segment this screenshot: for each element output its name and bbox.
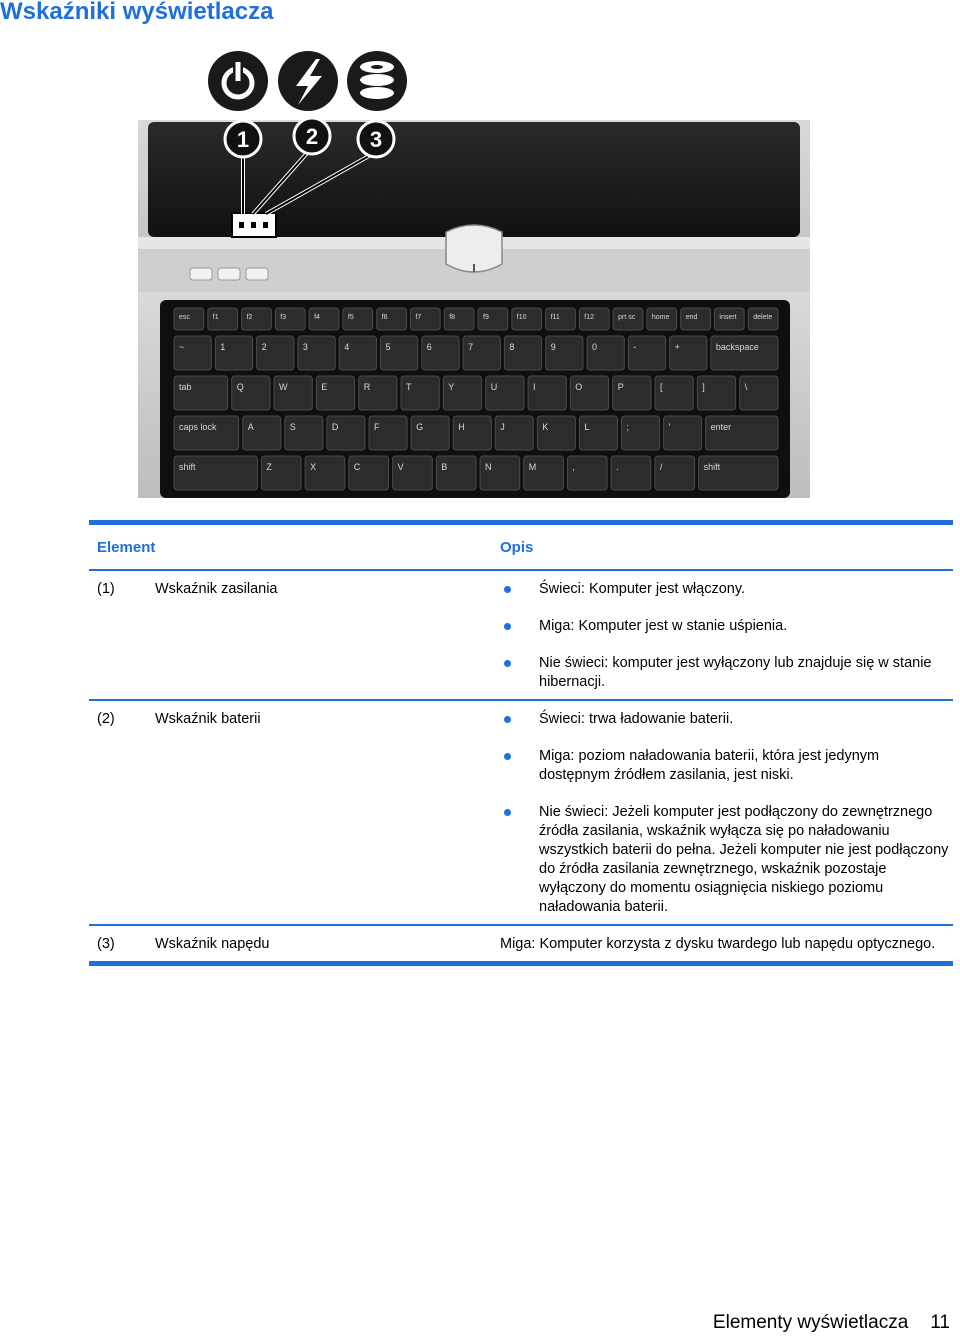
keyboard-key-label: R bbox=[363, 382, 371, 392]
keyboard-key-label: caps lock bbox=[179, 422, 217, 432]
bullet-icon bbox=[504, 753, 511, 760]
power-icon bbox=[208, 51, 268, 111]
keyboard-key-label: U bbox=[490, 382, 498, 392]
keyboard-key-label: L bbox=[584, 422, 590, 432]
keyboard-key-label: f12 bbox=[584, 314, 595, 321]
keyboard-key-label: T bbox=[406, 382, 412, 392]
keyboard-key-label: f3 bbox=[280, 314, 287, 321]
row-description bbox=[493, 710, 953, 917]
keyboard-key-label: Y bbox=[448, 382, 455, 392]
bullet-icon bbox=[504, 716, 511, 723]
row-number: (1) bbox=[97, 581, 115, 597]
keyboard-key-label: K bbox=[542, 422, 549, 432]
keyboard-key-label: delete bbox=[753, 314, 773, 321]
keyboard-key-label: 3 bbox=[302, 342, 308, 352]
keyboard-key-label: end bbox=[685, 314, 698, 321]
keyboard-key-label: f5 bbox=[347, 314, 354, 321]
keyboard-key-label: 7 bbox=[468, 342, 474, 352]
table-header bbox=[89, 525, 953, 571]
keyboard-key-label: home bbox=[651, 314, 670, 321]
keyboard-key-label: . bbox=[616, 462, 619, 472]
keyboard-key-label: M bbox=[528, 462, 537, 472]
callout-1 bbox=[225, 121, 261, 157]
keyboard-key-label: ] bbox=[702, 382, 705, 392]
row-number: (2) bbox=[97, 711, 115, 727]
keyboard-key-label: f8 bbox=[449, 314, 456, 321]
bullet-icon bbox=[504, 586, 511, 593]
keyboard-key-label: f7 bbox=[415, 314, 422, 321]
row-element-name: Wskaźnik zasilania bbox=[155, 581, 278, 597]
footer-section-title: Elementy wyświetlacza bbox=[712, 1312, 909, 1333]
keyboard-key-label: C bbox=[353, 462, 361, 472]
keyboard-key-label: 9 bbox=[550, 342, 556, 352]
keyboard-key-label: f9 bbox=[483, 314, 489, 321]
keyboard-key-label: backspace bbox=[715, 342, 759, 352]
keyboard-key-label: prt sc bbox=[618, 314, 636, 321]
keyboard-key-label: 0 bbox=[592, 342, 598, 352]
keyboard-key-label: shift bbox=[703, 462, 721, 472]
row-description: Miga: Komputer korzysta z dysku twardego lub napędu optycznego. bbox=[500, 936, 936, 952]
keyboard-key-label: 8 bbox=[509, 342, 515, 352]
keyboard-key-label: , bbox=[572, 462, 575, 472]
keyboard-key-label: Q bbox=[236, 382, 244, 392]
row-number: (3) bbox=[97, 936, 115, 952]
keyboard-key-label: H bbox=[458, 422, 465, 432]
bullet-item: Nie świeci: Jeżeli komputer jest podłączony do zewnętrznego źródła zasilania, wskaźnik wyłącza się po naładowaniu wszystkich baterii do pełna. Jeżeli komputer nie jest podłączony do źródła zasilania zewnętrznego, wskaźnik pozostaje wyłączony do momentu osiągnięcia niskiego poziomu naładowania baterii. bbox=[500, 803, 949, 917]
table-row bbox=[89, 571, 953, 701]
bullet-icon bbox=[504, 623, 511, 630]
keyboard-key-label: + bbox=[674, 342, 680, 352]
keyboard-key-label: F bbox=[374, 422, 380, 432]
bullet-item: Miga: poziom naładowania baterii, która jest jedynym dostępnym źródłem zasilania, jest niski. bbox=[500, 747, 949, 785]
keyboard-key-label: 4 bbox=[344, 342, 350, 352]
keyboard-key-label: - bbox=[633, 342, 637, 352]
bullet-icon bbox=[504, 660, 511, 667]
page-number: 11 bbox=[930, 1312, 950, 1333]
indicator-table bbox=[89, 520, 953, 966]
keyboard-key-label: shift bbox=[179, 462, 196, 472]
keyboard-key-label: tab bbox=[179, 382, 192, 392]
keyboard-key-label: [ bbox=[660, 382, 663, 392]
table-row bbox=[89, 701, 953, 926]
keyboard-key-label: J bbox=[500, 422, 505, 432]
keyboard-key-label: enter bbox=[710, 422, 732, 432]
bullet-item: Nie świeci: komputer jest wyłączony lub znajduje się w stanie hibernacji. bbox=[500, 654, 949, 692]
keyboard-key-label: O bbox=[575, 382, 583, 392]
keyboard-key-label: X bbox=[310, 462, 317, 472]
row-description bbox=[493, 580, 953, 692]
keyboard-key-label: / bbox=[659, 462, 663, 472]
keyboard-key-label: B bbox=[441, 462, 448, 472]
bullet-icon bbox=[504, 809, 511, 816]
keyboard-key-label: 2 bbox=[261, 342, 267, 352]
keyboard-key-label: D bbox=[331, 422, 339, 432]
keyboard-key-label: Z bbox=[266, 462, 272, 472]
keyboard-key-label: f10 bbox=[516, 314, 527, 321]
keyboard-key-label: 1 bbox=[220, 342, 226, 352]
keyboard-key-label: \ bbox=[744, 382, 748, 392]
row-element-name: Wskaźnik baterii bbox=[155, 711, 261, 727]
bullet-item: Świeci: trwa ładowanie baterii. bbox=[500, 710, 949, 729]
page-footer bbox=[713, 1312, 950, 1334]
keyboard-key-label: E bbox=[321, 382, 328, 392]
keyboard-key-label: N bbox=[485, 462, 492, 472]
svg-text:3: 3 bbox=[369, 127, 383, 152]
keyboard-key-label: S bbox=[289, 422, 296, 432]
keyboard-key-label: f1 bbox=[212, 314, 219, 321]
callout-3 bbox=[358, 121, 394, 157]
page-title: Wskaźniki wyświetlacza bbox=[0, 0, 274, 25]
header-description: Opis bbox=[500, 538, 534, 556]
keyboard-key-label: f6 bbox=[381, 314, 388, 321]
svg-text:1: 1 bbox=[236, 127, 250, 152]
keyboard-key-label: A bbox=[247, 422, 254, 432]
table-row bbox=[89, 926, 953, 961]
keyboard-key-label: W bbox=[279, 382, 288, 392]
keyboard-key-label: V bbox=[397, 462, 404, 472]
callout-2 bbox=[294, 118, 330, 154]
keyboard-key-label: insert bbox=[719, 314, 737, 321]
keyboard-key-label: ; bbox=[626, 422, 630, 432]
keyboard-key-label: G bbox=[416, 422, 424, 432]
bullet-item: Świeci: Komputer jest włączony. bbox=[500, 580, 949, 599]
keyboard-key-label: f4 bbox=[314, 314, 320, 321]
bullet-item: Miga: Komputer jest w stanie uśpienia. bbox=[500, 617, 949, 636]
keyboard-key-label: ~ bbox=[179, 342, 185, 352]
keyboard-key-label: 5 bbox=[385, 342, 391, 352]
keyboard-key-label: I bbox=[533, 382, 536, 392]
battery-lightning-icon bbox=[278, 51, 338, 111]
keyboard-key-label: f11 bbox=[550, 314, 560, 321]
svg-text:2: 2 bbox=[305, 124, 319, 149]
keyboard-key-label: ' bbox=[668, 422, 671, 432]
header-element: Element bbox=[97, 538, 156, 556]
keyboard-key-label: esc bbox=[179, 314, 190, 321]
drive-icon bbox=[347, 51, 407, 111]
keyboard-key-label: f2 bbox=[246, 314, 253, 321]
laptop-illustration bbox=[138, 42, 810, 498]
keyboard-key-label: 6 bbox=[426, 342, 432, 352]
row-element-name: Wskaźnik napędu bbox=[155, 936, 270, 952]
keyboard-key-label: P bbox=[617, 382, 624, 392]
